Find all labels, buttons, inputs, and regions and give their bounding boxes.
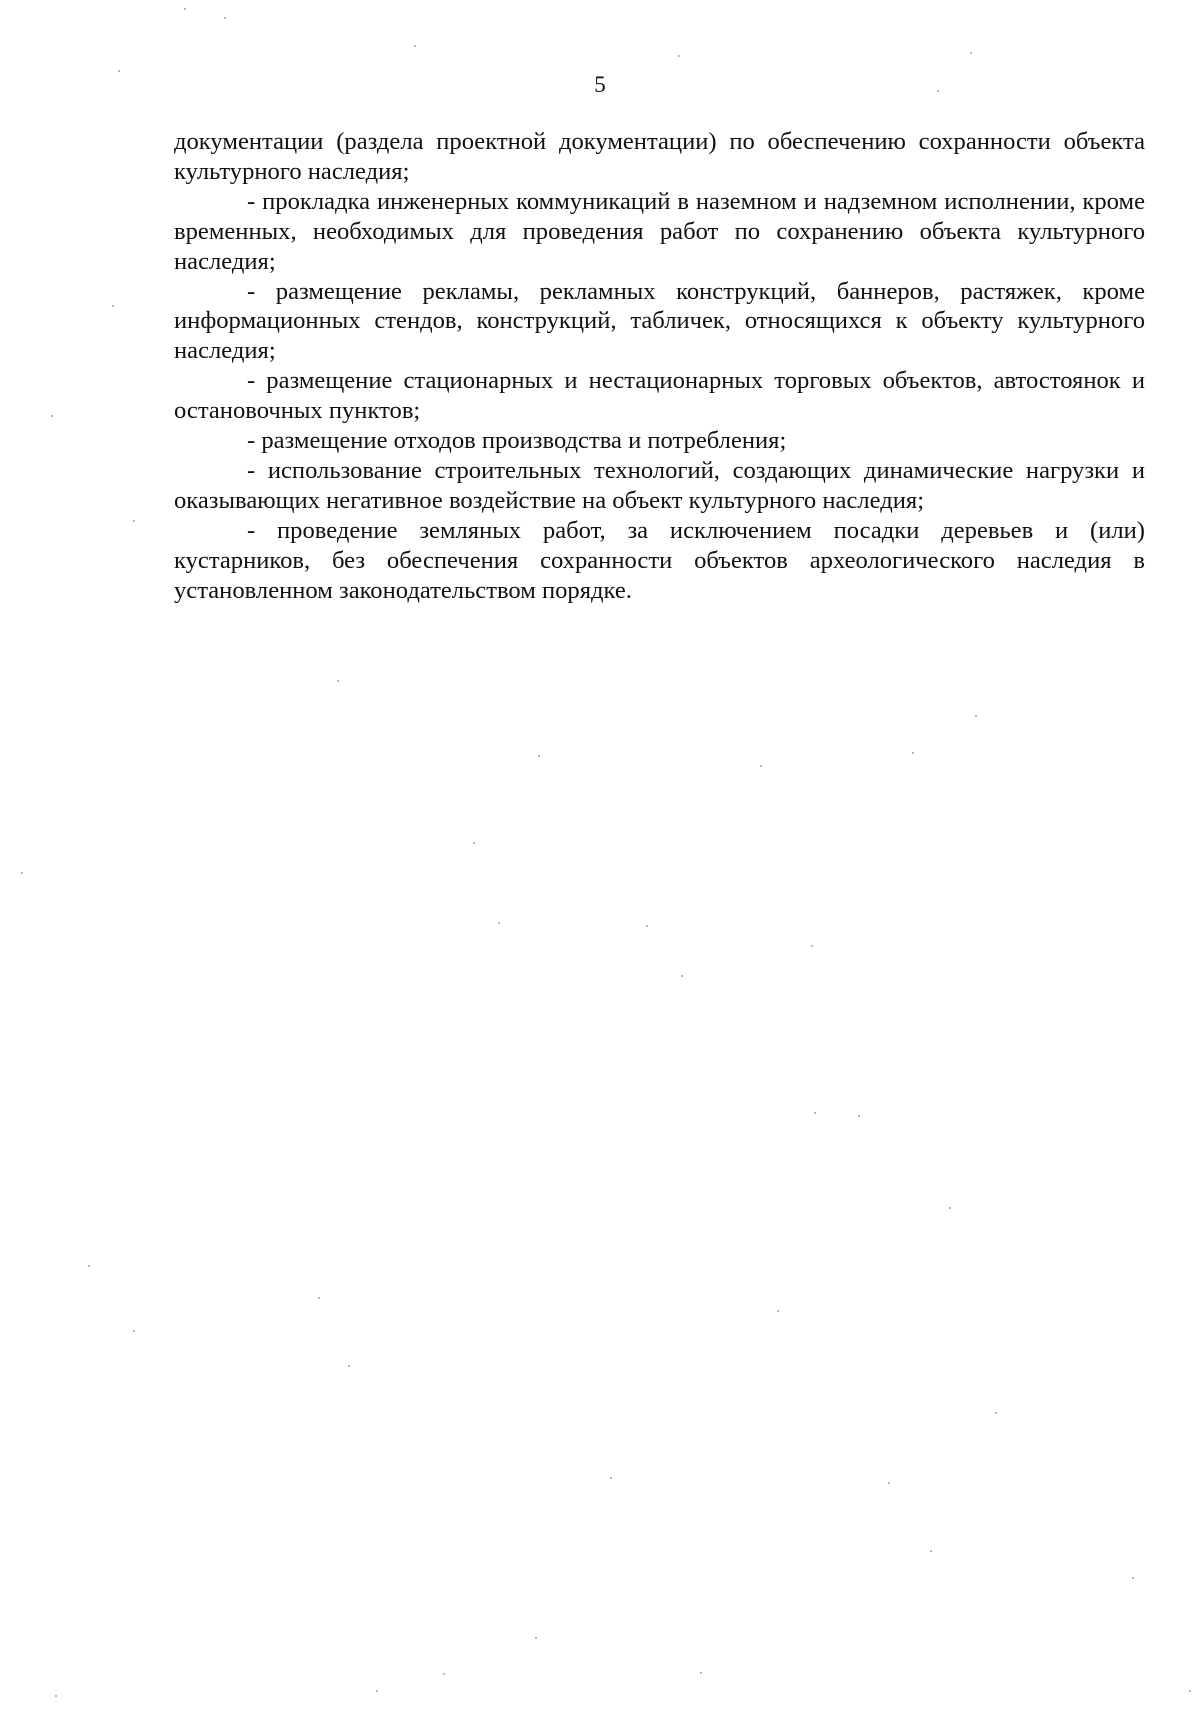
page-number: 5	[594, 72, 606, 97]
scan-speck	[443, 1673, 445, 1675]
scan-speck	[777, 1310, 779, 1312]
scan-speck	[975, 715, 977, 717]
scan-speck	[535, 1637, 537, 1639]
scan-speck	[55, 1695, 57, 1697]
scan-speck	[937, 90, 939, 92]
scan-speck	[118, 70, 120, 72]
scan-speck	[376, 1690, 378, 1692]
list-item: - размещение рекламы, рекламных конструкций, баннеров, растяжек, кроме информационных стендов, конструкций, табличек, относящихся к объекту культурного наследия;	[174, 277, 1145, 365]
list-item: - использование строительных технологий, создающих динамические нагрузки и оказывающих негативное воздействие на объект культурного наследия;	[174, 456, 1145, 514]
scan-speck	[414, 45, 416, 47]
scan-speck	[995, 1412, 997, 1414]
scan-speck	[700, 1672, 702, 1674]
scan-speck	[949, 1207, 951, 1209]
scan-speck	[88, 1265, 90, 1267]
scan-speck	[112, 305, 114, 307]
scan-speck	[760, 765, 762, 767]
scan-speck	[51, 415, 53, 417]
list-item: - размещение отходов производства и потребления;	[247, 427, 787, 455]
scan-speck	[473, 842, 475, 844]
scan-speck	[184, 8, 186, 10]
scan-speck	[814, 1112, 816, 1114]
list-item: - размещение стационарных и нестационарных торговых объектов, автостоянок и остановочных пунктов;	[174, 367, 1145, 425]
scan-speck	[646, 925, 648, 927]
list-item: - проведение земляных работ, за исключением посадки деревьев и (или) кустарников, без обеспечения сохранности объектов археологического наследия в установленном законодательством порядке.	[174, 516, 1145, 604]
scan-speck	[337, 680, 339, 682]
scan-speck	[888, 1482, 890, 1484]
scan-speck	[348, 1365, 350, 1367]
scan-speck	[498, 922, 500, 924]
scan-speck	[970, 52, 972, 54]
scan-speck	[1132, 1577, 1134, 1579]
scan-speck	[538, 755, 540, 757]
scan-speck	[133, 520, 135, 522]
scan-speck	[858, 1115, 860, 1117]
scan-speck	[21, 872, 23, 874]
scan-speck	[912, 752, 914, 754]
continuation-paragraph: документации (раздела проектной документации) по обеспечению сохранности объекта культурного наследия;	[174, 128, 1145, 185]
scan-speck	[811, 945, 813, 947]
scan-speck	[224, 17, 226, 19]
scan-speck	[133, 1330, 135, 1332]
scan-speck	[678, 55, 680, 57]
scan-speck	[930, 1550, 932, 1552]
document-body	[174, 127, 1145, 606]
list-item: - прокладка инженерных коммуникаций в наземном и надземном исполнении, кроме временных, необходимых для проведения работ по сохранению объекта культурного наследия;	[174, 187, 1145, 275]
scan-speck	[681, 975, 683, 977]
scan-speck	[318, 1297, 320, 1299]
scan-speck	[1189, 1690, 1191, 1692]
scan-speck	[610, 1477, 612, 1479]
